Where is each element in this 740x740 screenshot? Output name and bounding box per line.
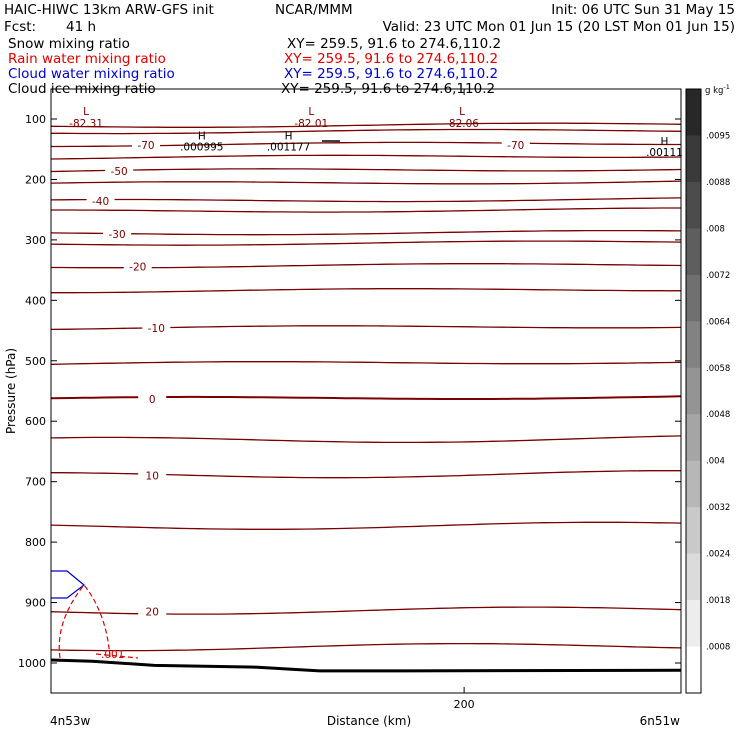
y-tick-label: 400	[25, 294, 46, 308]
temperature-contour	[51, 231, 681, 235]
temperature-contour	[51, 644, 681, 651]
colorbar-label: .004	[706, 456, 725, 467]
contour-label: -50	[110, 165, 128, 178]
contour-label: 10	[145, 470, 159, 483]
low-marker: L	[83, 105, 90, 118]
y-tick-label: 200	[25, 173, 46, 187]
model-title: HAIC-HIWC 13km ARW-GFS init	[4, 2, 214, 18]
x-end-location: 6n51w	[639, 714, 680, 728]
temperature-contour	[51, 436, 681, 443]
colorbar-bin	[686, 507, 701, 554]
low-value: -82.31	[69, 117, 104, 130]
high-value: .000995	[180, 141, 224, 154]
rain-contour-label: .001	[101, 649, 125, 661]
temperature-contour	[51, 208, 681, 212]
colorbar-label: .0072	[706, 270, 731, 281]
colorbar-label: .0018	[706, 596, 731, 607]
colorbar-bin	[686, 321, 701, 368]
colorbar-bin	[686, 182, 701, 229]
colorbar-bin	[686, 228, 701, 275]
field-cloudwater-name: Cloud water mixing ratio	[8, 66, 175, 82]
field-cloudwater-xy: XY= 259.5, 91.6 to 274.6,110.2	[284, 66, 499, 82]
colorbar-bin	[686, 135, 701, 182]
field-snow-name: Snow mixing ratio	[8, 36, 130, 52]
plot-area	[51, 106, 683, 671]
field-cloudice-name: Cloud ice mixing ratio	[8, 81, 156, 97]
terrain-line	[51, 660, 681, 671]
forecast-label: Fcst:	[4, 19, 37, 35]
valid-time: Valid: 23 UTC Mon 01 Jun 15 (20 LST Mon 01 Jun 15)	[382, 19, 735, 35]
init-time: Init: 06 UTC Sun 31 May 15	[551, 2, 735, 18]
header	[4, 2, 735, 97]
temperature-contour	[51, 241, 681, 245]
high-value: .001177	[266, 141, 311, 154]
field-rain-name: Rain water mixing ratio	[8, 51, 166, 67]
y-tick-label: 700	[25, 475, 46, 489]
y-tick-label: 500	[25, 354, 46, 368]
temperature-contour	[51, 181, 681, 184]
temperature-contour	[51, 130, 681, 134]
colorbar-bin	[686, 647, 701, 694]
colorbar-label: .0008	[706, 642, 731, 653]
colorbar-label: .0032	[706, 503, 731, 514]
high-marker: H	[660, 135, 669, 148]
low-marker: L	[459, 105, 465, 118]
colorbar-label: .008	[706, 224, 725, 235]
temperature-contour	[51, 362, 681, 365]
high-value: .00111	[646, 146, 683, 159]
org-label: NCAR/MMM	[275, 2, 353, 18]
colorbar-unit: g $kg^{-1}$	[705, 83, 730, 96]
colorbar-label: .0024	[706, 549, 731, 560]
field-rain-xy: XY= 259.5, 91.6 to 274.6,110.2	[284, 51, 499, 67]
field-snow-xy: XY= 259.5, 91.6 to 274.6,110.2	[287, 36, 502, 52]
colorbar-label: .0095	[706, 131, 731, 142]
contour-label: 20	[145, 606, 159, 619]
contour-label: -10	[147, 323, 165, 336]
contour-label: -30	[108, 228, 126, 241]
y-tick-label: 100	[25, 113, 46, 126]
temperature-contour	[51, 123, 681, 127]
temperature-contour	[51, 289, 681, 293]
forecast-hours: 41 h	[66, 19, 97, 35]
colorbar-bin	[686, 275, 701, 322]
colorbar-label: .0088	[706, 177, 731, 188]
colorbar-label: .0058	[706, 363, 731, 374]
high-marker: H	[197, 130, 206, 143]
plot-frame	[51, 89, 681, 693]
low-value: -82.01	[294, 117, 329, 130]
temperature-contour	[51, 522, 681, 529]
colorbar-bin	[686, 414, 701, 461]
colorbar-bin	[686, 368, 701, 415]
contour-label: -40	[91, 196, 110, 209]
y-tick-label: 600	[25, 415, 46, 429]
colorbar	[686, 83, 730, 694]
colorbar-label: .0064	[706, 317, 731, 328]
colorbar-bin	[686, 461, 701, 508]
temperature-contour	[51, 198, 681, 202]
x-axis-title: Distance (km)	[326, 714, 412, 728]
x-start-location: 4n53w	[50, 714, 91, 728]
low-value: -82.06	[445, 117, 479, 130]
high-marker: H	[284, 130, 293, 143]
y-tick-label: 300	[25, 233, 46, 247]
x-tick-label: 200	[453, 698, 475, 711]
cloud-water-contour	[51, 571, 84, 598]
field-cloudice-xy: XY= 259.5, 91.6 to 274.6,110.2	[281, 81, 496, 97]
contour-label: 0	[148, 393, 156, 406]
contour-label: -20	[129, 261, 147, 274]
colorbar-bin	[686, 89, 701, 136]
colorbar-label: .0048	[706, 410, 731, 421]
contour-label: -70	[137, 139, 155, 152]
y-tick-label: 900	[25, 596, 46, 610]
y-tick-label: 1000	[18, 657, 46, 670]
colorbar-bin	[686, 554, 701, 601]
y-tick-label: 800	[25, 536, 46, 550]
y-axis-title: Pressure (hPa)	[4, 347, 18, 435]
low-marker: L	[308, 105, 315, 118]
colorbar-bin	[686, 600, 701, 647]
contour-label: -70	[507, 139, 525, 152]
rain-water-contour	[59, 585, 110, 658]
temperature-contour	[51, 155, 681, 159]
temperature-contour	[51, 169, 681, 172]
